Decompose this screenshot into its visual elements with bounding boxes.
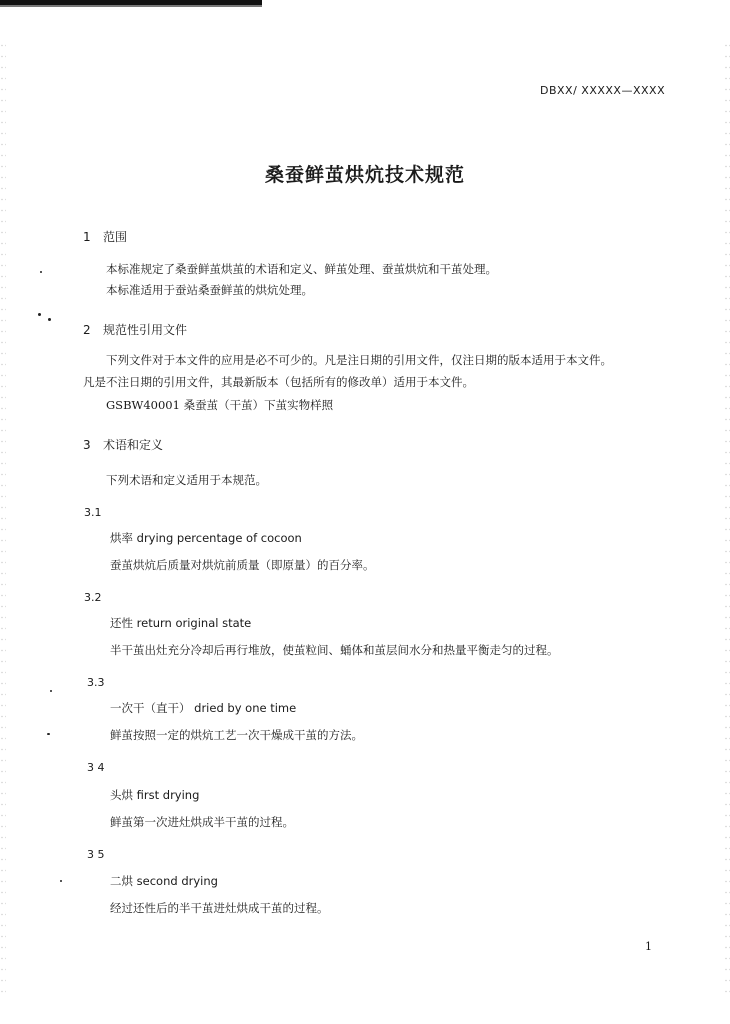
document-title: 桑蚕鲜茧烘炕技术规范 — [264, 164, 465, 186]
term-definition: 蚕茧烘炕后质量对烘炕前质量（即原量）的百分率。 — [110, 558, 375, 572]
scan-speck — [40, 271, 42, 273]
paragraph-line: 凡是不注日期的引用文件，其最新版本（包括所有的修改单）适用于本文件。 — [83, 375, 474, 389]
paragraph-line: 下列术语和定义适用于本规范。 — [106, 473, 267, 487]
section-heading-scope — [83, 228, 127, 245]
section-number: 3 — [83, 438, 91, 452]
scan-speck — [50, 690, 52, 692]
term-number: 3 5 — [87, 848, 105, 861]
scan-speck — [60, 880, 62, 882]
scan-speck — [48, 318, 51, 321]
term-title: 烘率 drying percentage of cocoon — [110, 531, 302, 545]
term-number: 3.2 — [84, 591, 102, 604]
term-title: 一次干（直干） dried by one time — [110, 701, 297, 715]
section-heading-terms-definitions — [83, 436, 163, 453]
term-title: 头烘 first drying — [110, 788, 200, 802]
reference-item: GSBW40001 桑蚕茧（干茧）下茧实物样照 — [106, 398, 334, 412]
section-title: 规范性引用文件 — [103, 323, 188, 337]
term-definition: 半干茧出灶充分冷却后再行堆放，使茧粒间、蛹体和茧层间水分和热量平衡走匀的过程。 — [110, 643, 559, 657]
term-number: 3.3 — [87, 676, 105, 689]
scan-speck — [38, 313, 41, 316]
section-number: 2 — [83, 323, 91, 337]
paragraph-line: 本标准规定了桑蚕鲜茧烘茧的术语和定义、鲜茧处理、蚕茧烘炕和干茧处理。 — [106, 262, 497, 276]
paragraph-line: 本标准适用于蚕站桑蚕鲜茧的烘炕处理。 — [106, 283, 313, 297]
section-title: 范围 — [103, 230, 128, 244]
scan-speck — [47, 733, 50, 735]
term-definition: 鲜茧第一次进灶烘成半干茧的过程。 — [110, 815, 294, 829]
section-title: 术语和定义 — [103, 438, 164, 452]
term-number: 3 4 — [87, 761, 105, 774]
term-number: 3.1 — [84, 506, 102, 519]
section-heading-normative-references — [83, 321, 187, 338]
section-number: 1 — [83, 230, 91, 244]
term-title: 二烘 second drying — [110, 874, 218, 888]
document-code: DBXX/ XXXXX—XXXX — [540, 84, 666, 97]
page-number: 1 — [645, 940, 652, 953]
term-title: 还性 return original state — [110, 616, 252, 630]
scan-top-bar-shadow — [0, 5, 262, 7]
term-definition: 经过还性后的半干茧进灶烘成干茧的过程。 — [110, 901, 329, 915]
term-definition: 鲜茧按照一定的烘炕工艺一次干燥成干茧的方法。 — [110, 728, 363, 742]
paragraph-line: 下列文件对于本文件的应用是必不可少的。凡是注日期的引用文件，仅注日期的版本适用于本文件。 — [106, 353, 612, 367]
